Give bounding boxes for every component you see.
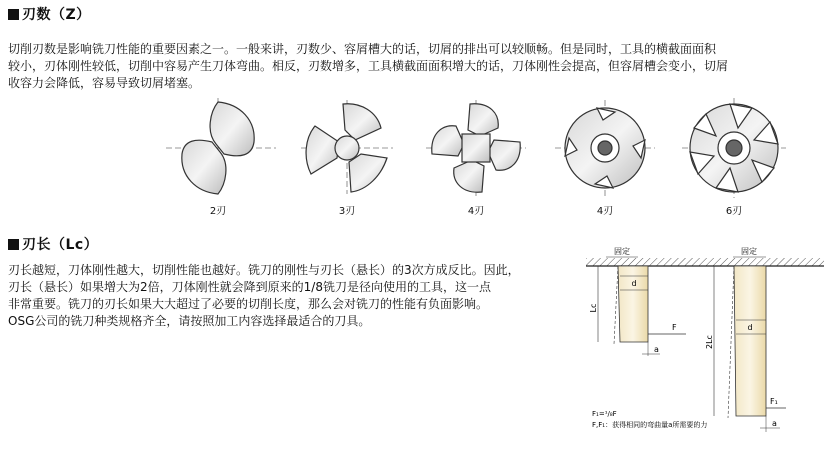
length-line-3: 非常重要。铣刀的刃长如果大大超过了必要的切削长度，那么会对铣刀的性能有负面影响。 bbox=[8, 297, 489, 311]
flutes-line-2: 较小，刃体刚性较低，切削中容易产生刀体弯曲。相反，刃数增多，工具横截面面积增大的话，刀体刚性会提高，但容屑槽会变小，切屑 bbox=[8, 59, 729, 73]
caption-4-flute-hole: 4刃 bbox=[596, 206, 614, 217]
six-flute-section bbox=[682, 98, 786, 198]
fixed-right-label: 固定 bbox=[741, 247, 757, 256]
caption-4-flute: 4刃 bbox=[467, 206, 485, 217]
length-line-1: 刃长越短，刀体刚性越大，切削性能也越好。铣刀的刚性与刃长（悬长）的3次方成反比。因此， bbox=[8, 263, 520, 277]
three-flute-section bbox=[301, 100, 393, 194]
flute-cross-sections bbox=[0, 96, 829, 216]
length-line-4: OSG公司的铣刀种类规格齐全，请按照加工内容选择最适合的刀具。 bbox=[8, 314, 371, 328]
force-f1-label: F₁ bbox=[770, 397, 778, 406]
note-1: F₁=¹/₈F bbox=[592, 410, 617, 418]
length-line-2: 刃长（悬长）如果增大为2倍，刀体刚性就会降到原来的1/8铣刀是径向使用的工具，这一点 bbox=[8, 280, 491, 294]
lc-label: Lc bbox=[589, 303, 598, 313]
note-2: F,F₁：获得相同的弯曲量a所需要的力 bbox=[592, 421, 708, 429]
flutes-paragraph bbox=[8, 41, 728, 92]
flutes-heading bbox=[8, 4, 91, 24]
two-lc-label: 2Lc bbox=[705, 335, 714, 349]
fixed-left-label: 固定 bbox=[614, 247, 630, 256]
fixed-wall bbox=[586, 258, 824, 266]
flutes-heading-text: 刃数（Z） bbox=[22, 7, 91, 23]
deflection-diagram bbox=[586, 244, 826, 449]
flutes-line-3: 收容力会降低，容易导致切屑堵塞。 bbox=[8, 76, 201, 90]
length-heading-text: 刃长（Lc） bbox=[22, 237, 99, 253]
long-tool bbox=[734, 266, 766, 416]
short-tool bbox=[618, 266, 648, 342]
a-left-label: a bbox=[654, 345, 659, 354]
caption-2-flute: 2刃 bbox=[209, 206, 227, 217]
force-f-label: F bbox=[672, 323, 677, 332]
heading-square-icon bbox=[8, 239, 19, 250]
d-right-label: d bbox=[747, 323, 753, 332]
caption-3-flute: 3刃 bbox=[338, 206, 356, 217]
two-flute-section bbox=[166, 98, 276, 196]
four-flute-hole-section bbox=[555, 100, 655, 196]
heading-square-icon bbox=[8, 9, 19, 20]
d-left-label: d bbox=[631, 279, 637, 288]
a-right-label: a bbox=[772, 419, 777, 428]
four-flute-section bbox=[426, 100, 526, 196]
length-paragraph bbox=[8, 262, 520, 330]
caption-6-flute: 6刃 bbox=[725, 206, 743, 217]
flutes-line-1: 切削刃数是影响铣刀性能的重要因素之一。一般来讲，刃数少、容屑槽大的话，切屑的排出可以较顺畅。但是同时，工具的横截面面积 bbox=[8, 42, 717, 56]
length-heading bbox=[8, 234, 98, 254]
